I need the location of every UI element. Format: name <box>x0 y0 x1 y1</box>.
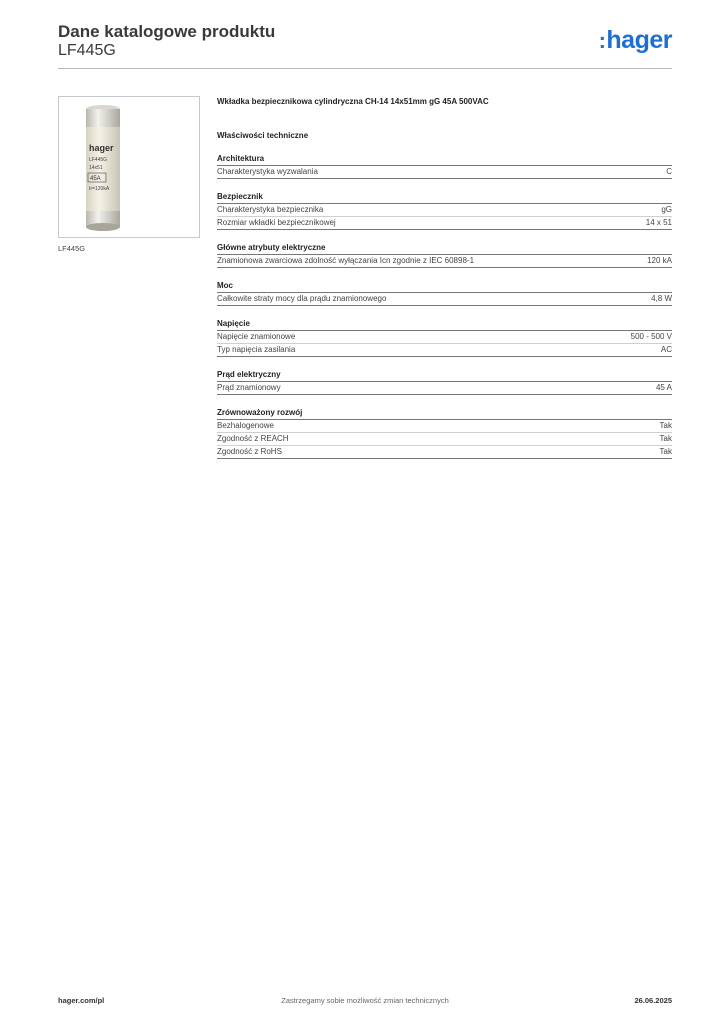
property-group-title: Główne atrybuty elektryczne <box>217 242 672 255</box>
property-label: Bezhalogenowe <box>217 421 274 430</box>
property-label: Prąd znamionowy <box>217 383 281 392</box>
property-label: Charakterystyka wyzwalania <box>217 167 318 176</box>
image-caption: LF445G <box>58 244 86 253</box>
property-group <box>217 242 672 268</box>
property-value: 14 x 51 <box>645 218 672 227</box>
fuse-ref-text: LF445G <box>89 157 108 163</box>
property-row <box>217 344 672 357</box>
property-label: Napięcie znamionowe <box>217 332 296 341</box>
property-group-title: Prąd elektryczny <box>217 369 672 382</box>
property-label: Zgodność z REACH <box>217 434 289 443</box>
fuse-illustration <box>59 97 199 237</box>
fuse-size-text: 14x51 <box>89 165 103 171</box>
product-details <box>217 96 672 471</box>
footer-date: 26.06.2025 <box>634 996 672 1005</box>
fuse-brand-text: hager <box>89 143 114 153</box>
hager-logo: :hager <box>598 26 672 54</box>
property-group-title: Architektura <box>217 153 672 166</box>
property-row <box>217 204 672 217</box>
property-row <box>217 166 672 179</box>
property-value: Tak <box>659 447 672 456</box>
product-title: Wkładka bezpiecznikowa cylindryczna CH-14 14x51mm gG 45A 500VAC <box>217 97 489 106</box>
property-label: Zgodność z RoHS <box>217 447 282 456</box>
footer-website[interactable]: hager.com/pl <box>58 996 105 1005</box>
property-group <box>217 191 672 230</box>
page-title: Dane katalogowe produktu <box>58 22 276 41</box>
property-label: Rozmiar wkładki bezpiecznikowej <box>217 218 336 227</box>
property-row <box>217 433 672 446</box>
property-row <box>217 331 672 344</box>
property-group-title: Napięcie <box>217 318 672 331</box>
property-value: 120 kA <box>647 256 672 265</box>
properties-groups <box>217 153 672 459</box>
logo-text: hager <box>606 26 672 54</box>
property-row <box>217 293 672 306</box>
property-row <box>217 446 672 459</box>
header-divider <box>58 68 672 69</box>
property-row <box>217 217 672 230</box>
property-value: AC <box>660 345 672 354</box>
property-label: Całkowite straty mocy dla prądu znamionowego <box>217 294 387 303</box>
property-group-title: Zrównoważony rozwój <box>217 407 672 420</box>
fuse-breaking-text: Ir=120kA <box>89 186 110 192</box>
footer-disclaimer: Zastrzegamy sobie możliwość zmian technicznych <box>281 996 449 1005</box>
property-group <box>217 280 672 306</box>
fuse-rating-text: 45A <box>90 176 101 182</box>
property-group <box>217 407 672 459</box>
property-label: Charakterystyka bezpiecznika <box>217 205 324 214</box>
property-value: 45 A <box>655 383 672 392</box>
property-value: gG <box>661 205 672 214</box>
property-value: 4,8 W <box>651 294 672 303</box>
property-value: 500 - 500 V <box>630 332 672 341</box>
property-value: C <box>666 167 672 176</box>
properties-title: Właściwości techniczne <box>217 131 309 140</box>
property-group-title: Bezpiecznik <box>217 191 672 204</box>
property-group <box>217 153 672 179</box>
property-row <box>217 420 672 433</box>
property-value: Tak <box>659 421 672 430</box>
property-group <box>217 318 672 357</box>
property-label: Znamionowa zwarciowa zdolność wyłączania Icn zgodnie z IEC 60898-1 <box>217 256 475 265</box>
property-row <box>217 255 672 268</box>
product-reference: LF445G <box>58 42 116 59</box>
product-image <box>58 96 200 238</box>
property-group <box>217 369 672 395</box>
property-value: Tak <box>659 434 672 443</box>
property-group-title: Moc <box>217 280 672 293</box>
property-row <box>217 382 672 395</box>
property-label: Typ napięcia zasilania <box>217 345 296 354</box>
